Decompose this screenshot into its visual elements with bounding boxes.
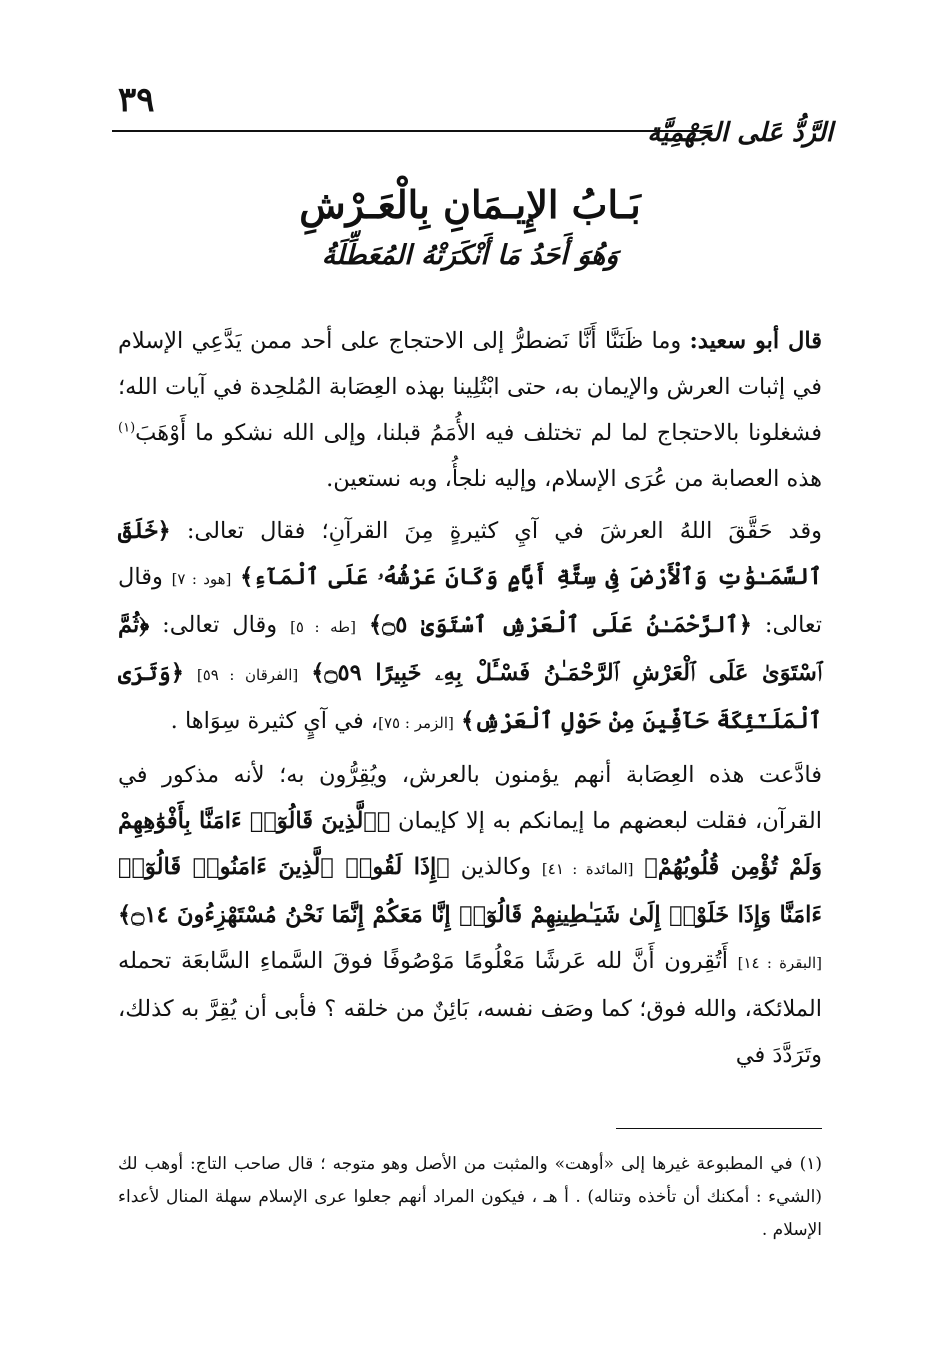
chapter-subtitle: وَهُوَ أَحَدُ مَا أَنْكَرَتْهُ المُعَطِّلَةُ (321, 240, 619, 271)
quran-verse: ﴿ثُمَّ ٱسْتَوَىٰ عَلَى ٱلْعَرْشِ ٱلرَّحْمَـٰنُ فَسْـَٔلْ بِهِۦ خَبِيرًا ۝٥٩﴾ (118, 612, 823, 686)
verse-reference: [المائدة : ٤١] (541, 860, 634, 878)
paragraph-text: وقال تعالى: (162, 612, 278, 638)
paragraph-3 (118, 752, 822, 1078)
paragraph-text: وقد حَقَّقَ اللهُ العرشَ في آيِ كثيرةٍ مِنَ القرآنِ؛ فقال تعالى: (186, 518, 822, 544)
body-text (118, 318, 822, 1084)
header-rule (112, 130, 712, 132)
paragraph-text: وقال تعالى: (118, 564, 823, 638)
quran-verse: ﴿وَتَرَى ٱلْمَلَـٰٓئِكَةَ حَآفِّينَ مِنْ حَوْلِ ٱلْعَرْشِ﴾ (118, 660, 822, 734)
paragraph-text: أَتُقِرون أَنَّ لله عَرشًا مَعْلُومًا مَوْصُوفًا فوقَ السَّماءِ السَّابعَة تحمله الملائكة، والله فوق؛ كما وصَف نفسه، بَائِنٌ من خلقه ؟ فأبى أن يُقِرَّ به كذلك، وتَرَدَّدَ في (118, 948, 822, 1068)
chapter-title: بَـابُ الإِيـمَانِ بِالْعَـرْشِ (299, 182, 641, 227)
verse-reference: [طه : ٥] (290, 618, 356, 636)
footnote-separator (616, 1128, 822, 1129)
paragraph-2 (118, 508, 822, 746)
speaker-lead: قال أبو سعيد: (689, 328, 823, 354)
paragraph-1 (118, 318, 822, 502)
footnote: (١) في المطبوعة غيرها إلى «أوهت» والمثبت من الأصل وهو متوجه ؛ قال صاحب التاج: أوهب لك (الشيء : أمكنك أن تأخذه وتناله) . أ هـ ، فيكون المراد أنهم جعلوا عرى الإسلام سهلة المنال لأعداء الإسلام . (118, 1154, 822, 1240)
verse-reference: [هود : ٧] (171, 570, 232, 588)
verse-reference: [الزمر : ٧٥] (378, 714, 454, 732)
paragraph-text: فادَّعت هذه العِصَابة أنهم يؤمنون بالعرش، ويُقِرُّون به؛ لأنه مذكور في القرآن، فقلت لبعضهم ما إيمانكم به إلا كإيمان (118, 762, 822, 834)
page-number: ٣٩ (118, 80, 155, 120)
paragraph-text: هذه العصابة من عُرَى الإسلام، وإليه نلجأُ، وبه نستعين. (326, 466, 822, 492)
paragraph-text: وما ظَنَنَّا أَنَّا نَضطرُّ إلى الاحتجاج على أحد ممن يَدَّعِي الإسلام في إثبات العرش والإيمان به، حتى ابْتُلِينا بهذه العِصَابة المُلحِدة في آيات الله؛ فشغلونا بالاحتجاج لما لم تختلف فيه الأُمَمُ قبلنا، وإلى الله نشكو ما أَوْهَبَ (118, 328, 822, 446)
quran-verse: ﴿خَلَقَ ٱلسَّمَـٰوَٰتِ وَٱلْأَرْضَ فِى سِتَّةِ أَيَّامٍ وَكَانَ عَرْشُهُۥ عَلَى ٱلْمَآءِ﴾ (118, 518, 823, 590)
footnote-marker[interactable]: (١) (118, 420, 136, 436)
paragraph-text: وكالذين (460, 854, 532, 880)
running-title: الرَّدُّ عَلى الجَهْمِيَّة (647, 118, 833, 148)
verse-reference: [الفرقان : ٥٩] (196, 666, 299, 684)
paragraph-text: ، في آيٍ كثيرة سِوَاها . (170, 708, 379, 734)
quran-verse: ﴿ٱلرَّحْمَـٰنُ عَلَى ٱلْعَرْشِ ٱسْتَوَىٰ ۝٥﴾ (368, 612, 752, 638)
quran-verse: ﴿ٱلَّذِينَ قَالُوٓا۟ ءَامَنَّا بِأَفْوَٰهِهِمْ وَلَمْ تُؤْمِن قُلُوبُهُمْ﴾ (118, 808, 823, 880)
quran-verse: ﴿إِذَا لَقُوا۟ ٱلَّذِينَ ءَامَنُوا۟ قَالُوٓا۟ ءَامَنَّا وَإِذَا خَلَوْا۟ إِلَىٰ شَيَـٰطِينِهِمْ قَالُوٓا۟ إِنَّا مَعَكُمْ إِنَّمَا نَحْنُ مُسْتَهْزِءُونَ ۝١٤﴾ (118, 854, 822, 928)
verse-reference: [البقرة : ١٤] (737, 954, 823, 972)
